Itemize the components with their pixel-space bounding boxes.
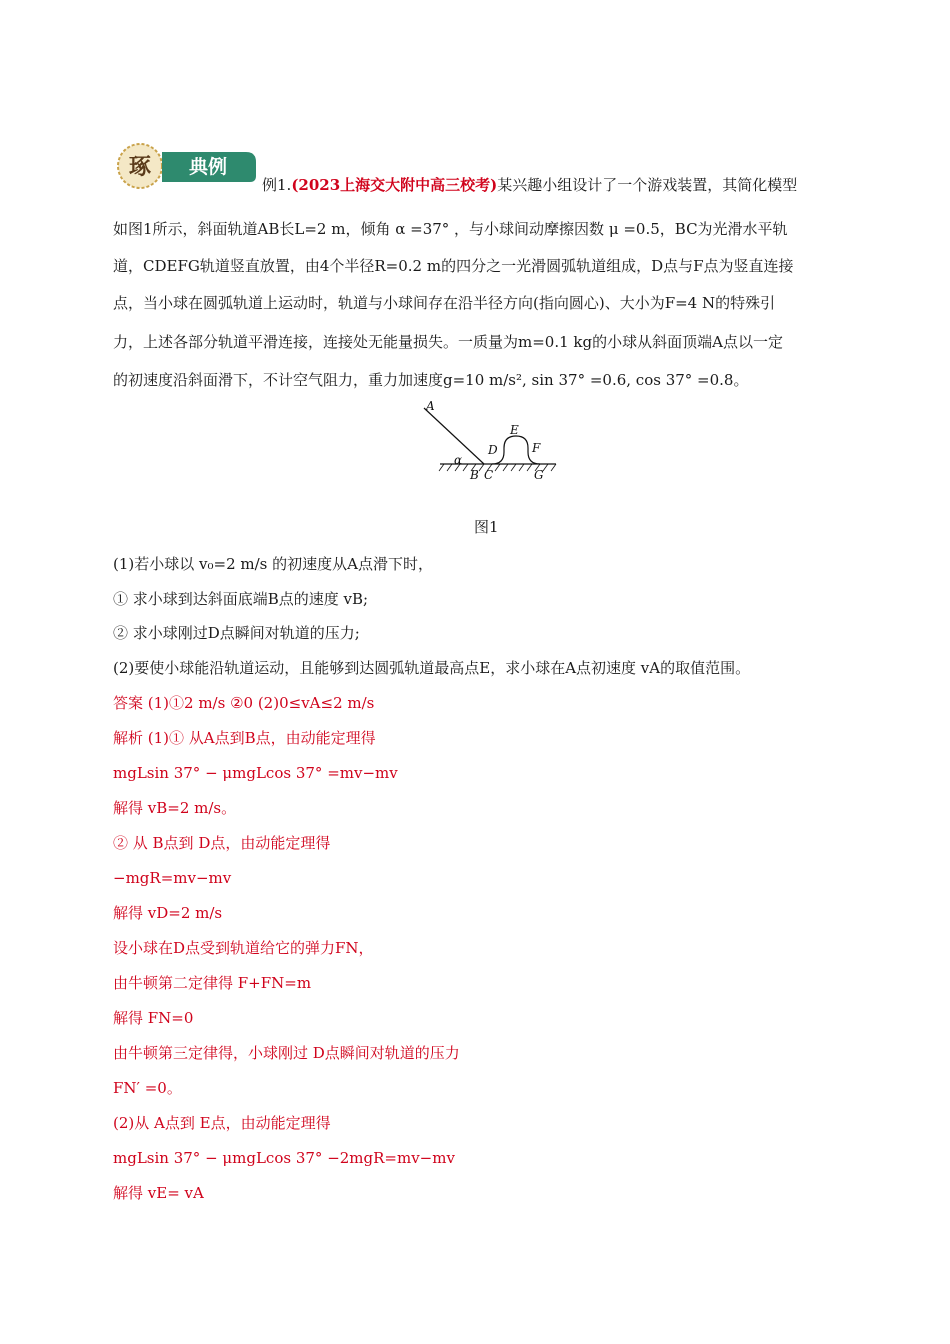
solution-line-14: 解得 vE= vA	[113, 1184, 204, 1202]
question-2: (2)要使小球能沿轨道运动，且能够到达圆弧轨道最高点E，求小球在A点初速度 vA的取值范围。	[113, 659, 751, 677]
label-alpha: α	[454, 453, 463, 467]
intro-line-6: 的初速度沿斜面滑下，不计空气阻力，重力加速度g=10 m/s², sin 37° =0.6, cos 37° =0.8。	[113, 371, 749, 389]
question-1: (1)若小球以 v₀=2 m/s 的初速度从A点滑下时，	[113, 555, 433, 573]
solution-line-6: 解得 vD=2 m/s	[113, 904, 223, 922]
solution-line-10: 由牛顿第三定律得，小球刚过 D点瞬间对轨道的压力	[113, 1044, 460, 1062]
solution-line-7: 设小球在D点受到轨道给它的弹力FN，	[113, 939, 374, 957]
intro-line-2: 如图1所示，斜面轨道AB长L=2 m，倾角 α =37° ，与小球间动摩擦因数 μ =0.5，BC为光滑水平轨	[113, 220, 788, 238]
label-b: B	[470, 468, 479, 482]
solution-line-12: (2)从 A点到 E点，由动能定理得	[113, 1114, 331, 1132]
solution-line-9: 解得 FN=0	[113, 1009, 194, 1027]
label-f: F	[532, 441, 541, 455]
source-tag: (2023上海交大附中高三校考)	[291, 176, 498, 194]
intro-line-1	[262, 175, 797, 195]
label-a: A	[426, 399, 435, 413]
intro-text: 某兴趣小组设计了一个游戏装置，其简化模型	[497, 176, 798, 194]
solution-line-13: mgLsin 37° − μmgLcos 37° −2mgR=mv−mv	[113, 1149, 455, 1167]
label-d: D	[488, 443, 498, 457]
solution-line-2: mgLsin 37° − μmgLcos 37° =mv−mv	[113, 764, 398, 782]
solution-line-3: 解得 vB=2 m/s。	[113, 799, 237, 817]
intro-line-5: 力，上述各部分轨道平滑连接，连接处无能量损失。一质量为m=0.1 kg的小球从斜面顶端A点以一定	[113, 333, 783, 351]
track-diagram	[420, 398, 560, 484]
question-1a: ① 求小球到达斜面底端B点的速度 vB;	[113, 590, 369, 608]
intro-line-3: 道，CDEFG轨道竖直放置，由4个半径R=0.2 m的四分之一光滑圆弧轨道组成，D点与F点为竖直连接	[113, 257, 794, 275]
solution-line-8: 由牛顿第二定律得 F+FN=m	[113, 974, 312, 992]
badge-char: 琢	[128, 155, 152, 180]
intro-line-4: 点，当小球在圆弧轨道上运动时，轨道与小球间存在沿半径方向(指向圆心)、大小为F=4 N的特殊引	[113, 294, 776, 312]
solution-line-4: ② 从 B点到 D点，由动能定理得	[113, 834, 331, 852]
label-e: E	[510, 423, 519, 437]
solution-line-5: −mgR=mv−mv	[113, 869, 232, 887]
solution-line-1: 解析 (1)① 从A点到B点，由动能定理得	[113, 729, 376, 747]
answer-line: 答案 (1)①2 m/s ②0 (2)0≤vA≤2 m/s	[113, 694, 375, 712]
example-badge	[110, 140, 260, 192]
label-c: C	[484, 468, 494, 482]
question-1b: ② 求小球刚过D点瞬间对轨道的压力;	[113, 624, 360, 642]
solution-line-11: FN′ =0。	[113, 1079, 182, 1097]
figure-caption: 图1	[474, 518, 499, 536]
badge-label: 典例	[188, 156, 228, 178]
example-number: 例1.	[262, 176, 292, 194]
label-g: G	[534, 468, 544, 482]
